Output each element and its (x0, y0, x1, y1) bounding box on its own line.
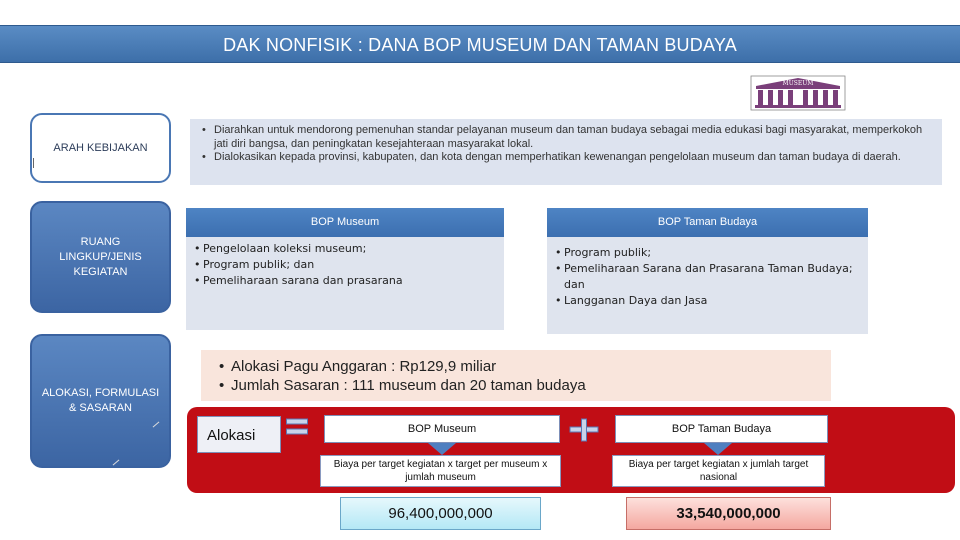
alokasi-label: Alokasi (197, 416, 281, 453)
arrow-down-icon (704, 443, 732, 455)
list-item: • Langganan Daya dan Jasa (555, 293, 860, 309)
museum-formula (320, 455, 561, 487)
nav-alokasi-formulasi[interactable] (30, 334, 171, 468)
nav-alokasi-label: ALOKASI, FORMULASI & SASARAN (41, 387, 160, 414)
bop-taman-list (547, 237, 868, 334)
nav-ruang-label: RUANG LINGKUP/JENIS KEGIATAN (59, 235, 142, 278)
list-item: • Program publik; (555, 245, 860, 261)
bop-taman-header: BOP Taman Budaya (547, 208, 868, 237)
list-item: • Pemeliharaan Sarana dan Prasarana Taman Budaya; dan (555, 261, 860, 293)
bop-museum-list (186, 237, 504, 330)
museum-icon (750, 75, 846, 111)
list-item: • Pemeliharaan sarana dan prasarana (194, 273, 496, 289)
nav-arah-kebijakan[interactable] (30, 113, 171, 183)
arah-kebijakan-panel (190, 119, 942, 185)
plus-icon (569, 418, 599, 442)
decor-tick (33, 158, 34, 168)
page-title: DAK NONFISIK : DANA BOP MUSEUM DAN TAMAN BUDAYA (223, 35, 737, 55)
taman-value: 33,540,000,000 (626, 497, 831, 530)
alokasi-summary (201, 350, 831, 401)
kebijakan-item: • Dialokasikan kepada provinsi, kabupaten, dan kota dengan memperhatikan kewenangan pengelolaan museum dan taman budaya di daerah. (200, 151, 932, 165)
title-bar (0, 25, 960, 63)
calc-bop-museum-header: BOP Museum (324, 415, 560, 443)
museum-value: 96,400,000,000 (340, 497, 541, 530)
calc-bop-taman-header: BOP Taman Budaya (615, 415, 828, 443)
taman-formula-text: Biaya per target kegiatan x jumlah target nasional (628, 459, 809, 483)
nav-ruang-lingkup[interactable] (30, 201, 171, 313)
equals-icon (286, 418, 308, 437)
arrow-down-icon (428, 443, 456, 455)
taman-formula (612, 455, 825, 487)
list-item: • Program publik; dan (194, 257, 496, 273)
svg-text:MUSEUM: MUSEUM (782, 80, 814, 87)
museum-formula-text: Biaya per target kegiatan x target per museum x jumlah museum (333, 459, 548, 483)
summary-item: • Jumlah Sasaran : 111 museum dan 20 taman budaya (219, 376, 813, 395)
summary-item: • Alokasi Pagu Anggaran : Rp129,9 miliar (219, 357, 813, 376)
nav-arah-label: ARAH KEBIJAKAN (53, 141, 148, 154)
kebijakan-item: • Diarahkan untuk mendorong pemenuhan standar pelayanan museum dan taman budaya sebagai media edukasi bagi masyarakat, memperkokoh jati diri bangsa, dan peningkatan kesejahteraan masyarakat lokal. (200, 124, 932, 151)
bop-museum-header: BOP Museum (186, 208, 504, 237)
museum-logo (750, 75, 846, 111)
list-item: • Pengelolaan koleksi museum; (194, 241, 496, 257)
